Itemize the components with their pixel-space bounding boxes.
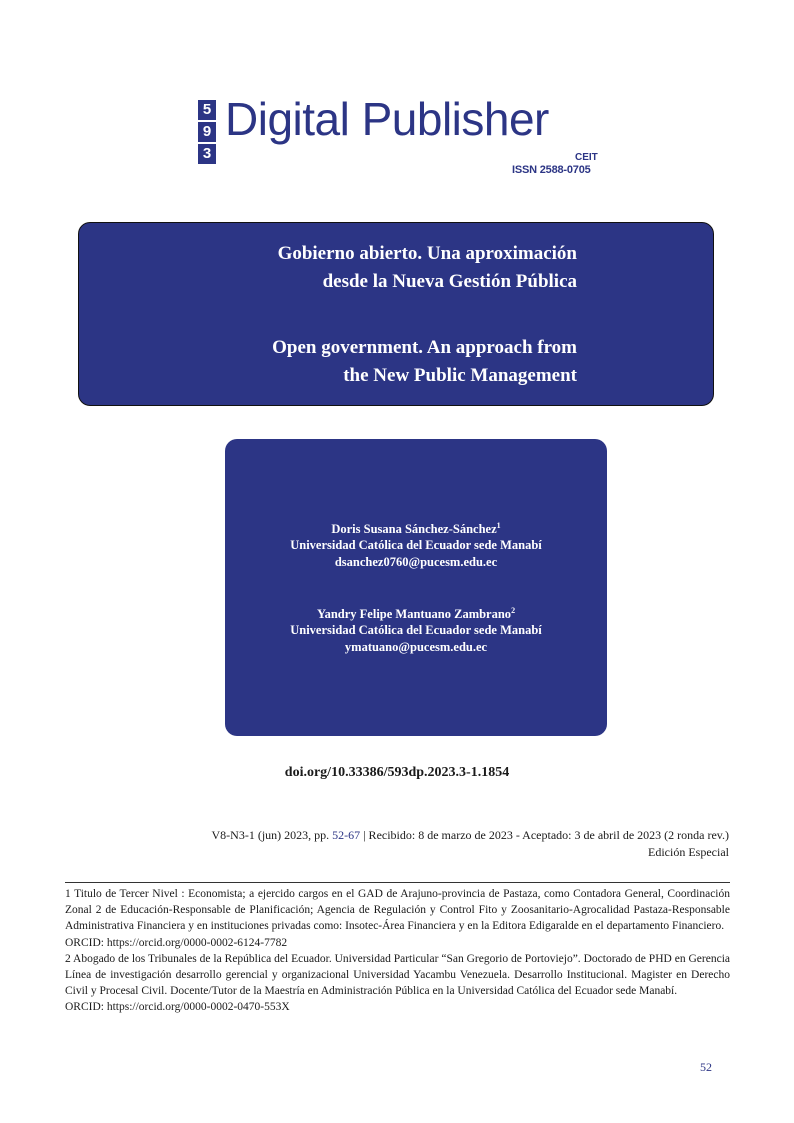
title-es-line-2: desde la Nueva Gestión Pública bbox=[322, 271, 577, 292]
issue-info bbox=[212, 828, 730, 843]
logo-digit: 3 bbox=[198, 144, 216, 164]
footnote-2-orcid[interactable]: ORCID: https://orcid.org/0000-0002-0470-553X bbox=[65, 1001, 290, 1014]
footnotes bbox=[65, 886, 730, 1016]
issue-prefix: V8-N3-1 (jun) 2023, pp. bbox=[211, 828, 333, 842]
title-box bbox=[78, 222, 714, 406]
logo-digit: 9 bbox=[198, 122, 216, 142]
footnote-1: 1 Titulo de Tercer Nivel : Economista; a ejercido cargos en el GAD de Arajuno-provincia de Pastaza, como Contadora General, Coordinación Zonal 2 de Educación-Responsable de Planificación; Agencia de Regulación y Control Fito y Zoosanitario-Agrocalidad Pastaza-Responsable Administrativa Financiera y en instituciones privadas como: Insotec-Área Financiera y en la Editora Edigaralde en el departamento Financiero. bbox=[65, 888, 730, 933]
author-1-footnote-ref[interactable]: 1 bbox=[496, 521, 501, 530]
footnote-1-orcid[interactable]: ORCID: https://orcid.org/0000-0002-6124-7782 bbox=[65, 936, 288, 949]
logo-digit: 5 bbox=[198, 100, 216, 120]
author-2-email[interactable]: ymatuano@pucesm.edu.ec bbox=[344, 640, 488, 654]
footnote-divider bbox=[65, 882, 730, 883]
title-en-line-1: Open government. An approach from bbox=[272, 337, 577, 358]
logo-ceit: CEIT bbox=[575, 152, 598, 163]
author-1-name-text: Doris Susana Sánchez-Sánchez bbox=[331, 522, 497, 537]
author-1-name bbox=[225, 521, 607, 537]
title-en-line-2: the New Public Management bbox=[343, 365, 577, 386]
author-1-affiliation: Universidad Católica del Ecuador sede Manabí bbox=[290, 538, 542, 552]
issn-label: ISSN 2588-0705 bbox=[512, 164, 591, 176]
title-es-line-1: Gobierno abierto. Una aproximación bbox=[277, 243, 577, 264]
logo-name: Digital Publisher bbox=[225, 93, 549, 145]
author-2-footnote-ref[interactable]: 2 bbox=[511, 606, 516, 615]
footnote-2: 2 Abogado de los Tribunales de la República del Ecuador. Universidad Particular “San Gregorio de Portoviejo”. Doctorado de PHD en Gerencia Línea de investigación desarrollo gerencial y organizacional Universidad Yacambu Venezuela. Desarrollo Institucional. Magister en Derecho Civil y Procesal Civil. Docente/Tutor de la Maestría en Administración Pública en la Universidad Católica del Ecuador sede Manabí. bbox=[65, 952, 730, 998]
author-2-affiliation: Universidad Católica del Ecuador sede Manabí bbox=[290, 623, 542, 637]
logo-digits bbox=[198, 100, 218, 166]
author-2-name bbox=[225, 606, 607, 622]
journal-logo bbox=[198, 93, 618, 180]
page-number: 52 bbox=[700, 1060, 712, 1074]
doi-link[interactable]: doi.org/10.33386/593dp.2023.3-1.1854 bbox=[284, 765, 510, 780]
edition-label: Edición Especial bbox=[648, 845, 729, 859]
author-2-name-text: Yandry Felipe Mantuano Zambrano bbox=[316, 607, 512, 622]
author-1-email[interactable]: dsanchez0760@pucesm.edu.ec bbox=[334, 555, 498, 569]
authors-box bbox=[225, 439, 607, 736]
page-range: 52-67 bbox=[332, 828, 361, 842]
submission-dates: | Recibido: 8 de marzo de 2023 - Aceptado: 3 de abril de 2023 (2 ronda rev.) bbox=[360, 828, 729, 842]
